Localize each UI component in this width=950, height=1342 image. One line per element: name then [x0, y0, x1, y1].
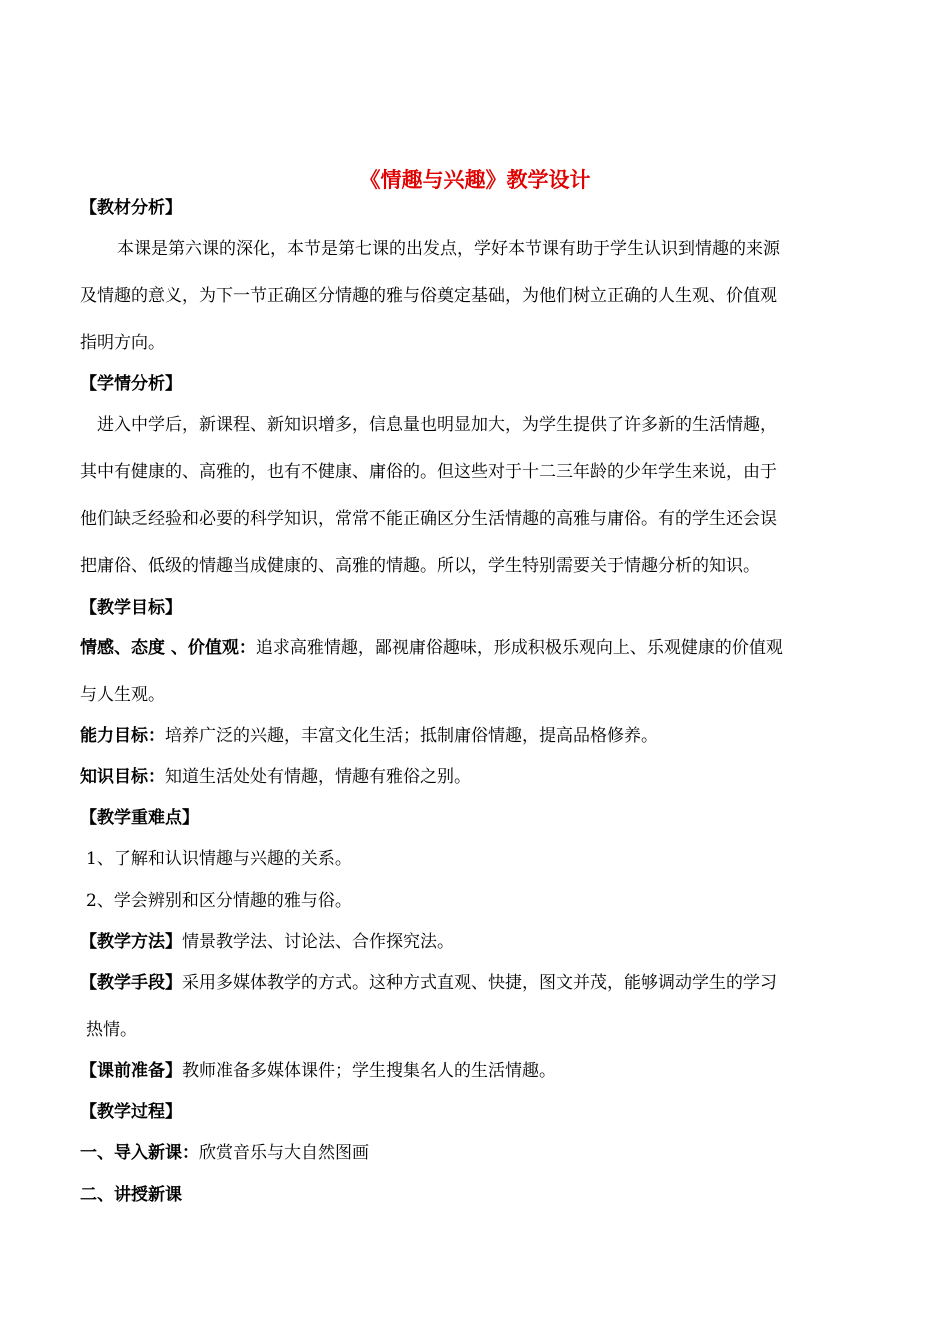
- goal-knowledge: [80, 765, 880, 789]
- goal-label: 知识目标：: [80, 767, 165, 787]
- section-heading-textbook-analysis: 【教材分析】: [80, 198, 182, 218]
- section-text: 采用多媒体教学的方式。这种方式直观、快捷，图文并茂，能够调动学生的学习: [182, 973, 777, 993]
- section-heading-teaching-process: 【教学过程】: [80, 1102, 182, 1122]
- process-step-2: 二、讲授新课: [80, 1185, 182, 1205]
- goal-text: 知道生活处处有情趣，情趣有雅俗之别。: [165, 767, 471, 787]
- teaching-means: [80, 971, 880, 995]
- goal-label: 情感、态度 、价值观：: [80, 638, 256, 658]
- document-title: 《情趣与兴趣》教学设计: [359, 167, 591, 192]
- section-heading-key-points: 【教学重难点】: [80, 808, 199, 828]
- section-heading-teaching-goals: 【教学目标】: [80, 598, 182, 618]
- goal-ability: [80, 724, 880, 748]
- list-item: 1、了解和认识情趣与兴趣的关系。: [86, 849, 352, 869]
- process-step-1: [80, 1141, 880, 1165]
- pre-class-preparation: [80, 1059, 880, 1083]
- paragraph-line: 与人生观。: [80, 685, 165, 705]
- paragraph-line: 及情趣的意义，为下一节正确区分情趣的雅与俗奠定基础，为他们树立正确的人生观、价值观: [80, 286, 777, 306]
- goal-text: 培养广泛的兴趣，丰富文化生活；抵制庸俗情趣，提高品格修养。: [165, 726, 658, 746]
- paragraph-line: 把庸俗、低级的情趣当成健康的、高雅的情趣。所以，学生特别需要关于情趣分析的知识。: [80, 556, 760, 576]
- section-label: 【教学方法】: [80, 932, 182, 952]
- step-text: 欣赏音乐与大自然图画: [199, 1143, 369, 1163]
- paragraph-line: 热情。: [86, 1020, 137, 1040]
- paragraph-line: 指明方向。: [80, 333, 165, 353]
- paragraph-line: 本课是第六课的深化，本节是第七课的出发点，学好本节课有助于学生认识到情趣的来源: [117, 239, 780, 259]
- section-text: 教师准备多媒体课件；学生搜集名人的生活情趣。: [182, 1061, 556, 1081]
- section-heading-student-analysis: 【学情分析】: [80, 374, 182, 394]
- paragraph-line: 其中有健康的、高雅的，也有不健康、庸俗的。但这些对于十二三年龄的少年学生来说，由于: [80, 462, 777, 482]
- step-label: 一、导入新课：: [80, 1143, 199, 1163]
- section-text: 情景教学法、讨论法、合作探究法。: [182, 932, 454, 952]
- goal-emotion: [80, 636, 880, 660]
- goal-text: 追求高雅情趣，鄙视庸俗趣味，形成积极乐观向上、乐观健康的价值观: [255, 638, 783, 658]
- section-label: 【教学手段】: [80, 973, 182, 993]
- teaching-method: [80, 930, 880, 954]
- list-item: 2、学会辨别和区分情趣的雅与俗。: [86, 891, 352, 911]
- paragraph-line: 他们缺乏经验和必要的科学知识，常常不能正确区分生活情趣的高雅与庸俗。有的学生还会误: [80, 509, 777, 529]
- goal-label: 能力目标：: [80, 726, 165, 746]
- paragraph-line: 进入中学后，新课程、新知识增多，信息量也明显加大，为学生提供了许多新的生活情趣，: [97, 415, 777, 435]
- section-label: 【课前准备】: [80, 1061, 182, 1081]
